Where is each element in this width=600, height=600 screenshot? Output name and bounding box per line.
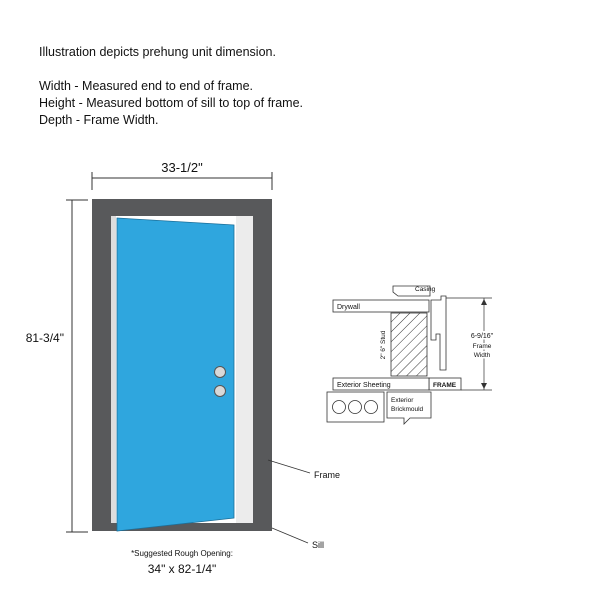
door-knob-upper bbox=[215, 367, 226, 378]
rough-opening-value: 34" x 82-1/4" bbox=[147, 562, 217, 576]
brickmould-label-2: Brickmould bbox=[391, 406, 424, 413]
width-label: 33-1/2" bbox=[161, 160, 203, 175]
intro-line-1: Illustration depicts prehung unit dimension. bbox=[39, 45, 276, 59]
casing-label: Casing bbox=[415, 286, 436, 293]
depth-caption-1: Frame bbox=[472, 343, 492, 350]
width-dimension bbox=[92, 160, 272, 190]
brickmould-label-1: Exterior bbox=[391, 397, 414, 404]
height-dimension bbox=[26, 200, 88, 532]
height-label: 81-3/4" bbox=[25, 331, 64, 345]
sill-callout: Sill bbox=[312, 540, 325, 550]
intro-line-2: Width - Measured end to end of frame. bbox=[39, 79, 253, 93]
frame-cross-section bbox=[327, 286, 494, 424]
depth-value: 6-9/16" bbox=[470, 333, 494, 340]
intro-line-3: Height - Measured bottom of sill to top of frame. bbox=[39, 96, 304, 110]
depth-caption-2: Width bbox=[473, 352, 491, 359]
exterior-sheeting-label: Exterior Sheeting bbox=[337, 382, 391, 389]
frame-section-label: FRAME bbox=[433, 382, 457, 389]
drywall-label: Drywall bbox=[337, 304, 360, 311]
frame-callout: Frame bbox=[314, 470, 341, 480]
intro-line-4: Depth - Frame Width. bbox=[39, 113, 159, 127]
stud-label: 2" 6" Stud bbox=[380, 330, 387, 360]
rough-opening-title: *Suggested Rough Opening: bbox=[131, 549, 233, 558]
door-knob-lower bbox=[215, 386, 226, 397]
door-slab bbox=[117, 218, 234, 531]
